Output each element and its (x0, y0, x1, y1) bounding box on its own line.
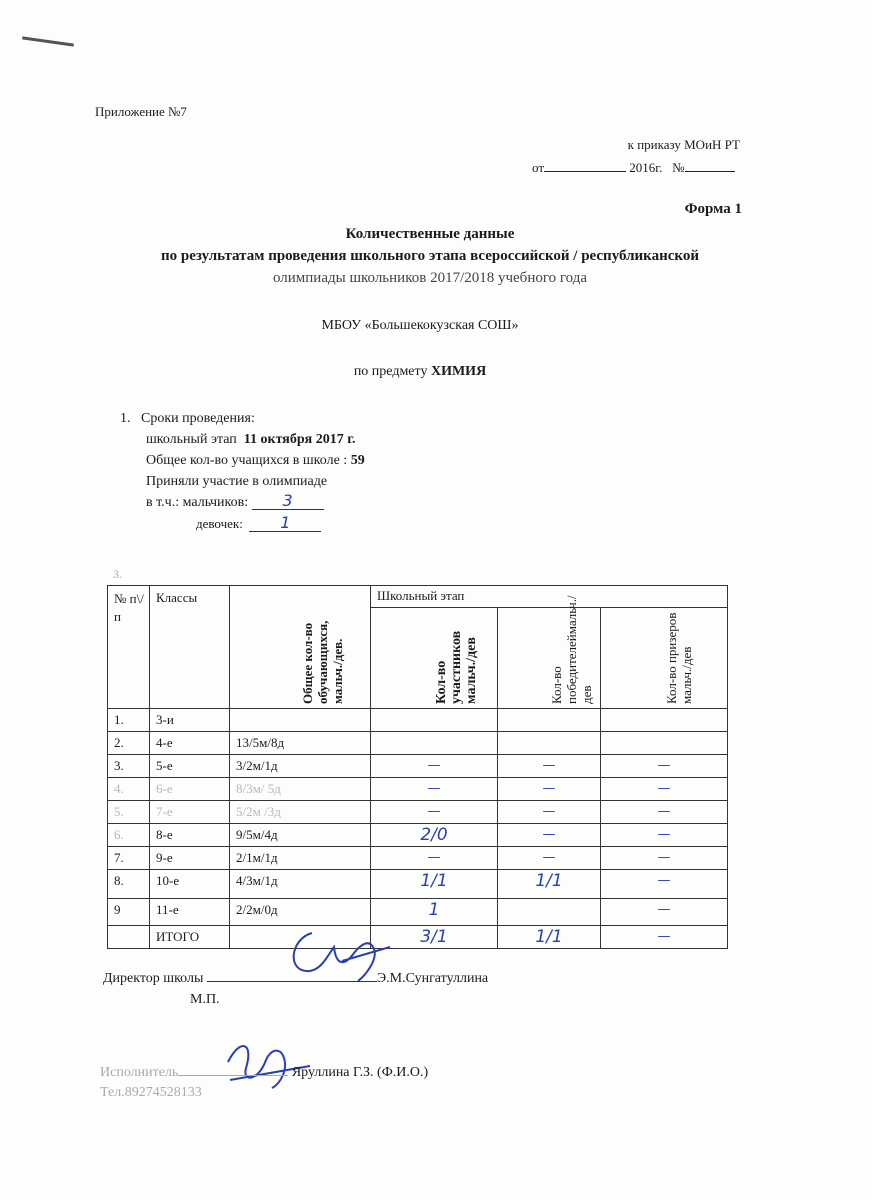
director-name: Э.М.Сунгатуллина (376, 971, 489, 986)
row-winners: — (498, 824, 601, 847)
girls-line (120, 513, 365, 534)
row-class: ИТОГО (150, 926, 230, 949)
row-participants: 2/0 (371, 824, 498, 847)
row-total: 3/2м/1д (230, 755, 371, 778)
row-num: 8. (108, 870, 150, 899)
row-total: 4/3м/1д (230, 870, 371, 899)
executor-line (100, 1063, 428, 1081)
row-prizewinners: — (601, 755, 728, 778)
appendix-label: Приложение №7 (95, 104, 187, 119)
girls-label: девочек: (196, 516, 243, 531)
row-total: 2/2м/0д (230, 899, 371, 926)
row-prizewinners: — (601, 870, 728, 899)
executor-signature-line (178, 1063, 288, 1076)
stamp-label: М.П. (190, 992, 220, 1007)
row-participants (371, 709, 498, 732)
header-participants-text: Кол-во участников мальч./дев (434, 630, 479, 704)
row-class: 7-е (150, 801, 230, 824)
row-num (108, 926, 150, 949)
total-line (120, 450, 365, 471)
table-row (108, 755, 728, 778)
row-total: 2/1м/1д (230, 847, 371, 870)
row-prizewinners: — (601, 824, 728, 847)
row-winners: — (498, 778, 601, 801)
row-num: 9 (108, 899, 150, 926)
row-prizewinners: — (601, 847, 728, 870)
row-winners (498, 899, 601, 926)
title-line-1: Количественные данные (345, 226, 515, 242)
stage-label: школьный этап (146, 432, 237, 447)
date-year: 2016г. (629, 160, 663, 175)
terms-label: Сроки проведения: (141, 411, 255, 426)
row-winners (498, 732, 601, 755)
row-winners (498, 709, 601, 732)
row-participants: 1/1 (371, 870, 498, 899)
header-stage: Школьный этап (371, 586, 728, 608)
terms-line (120, 408, 365, 429)
header-prizewinners-text: Кол-во призеров мальч./дев (664, 612, 694, 704)
row-participants: 3/1 (371, 926, 498, 949)
header-winners-text: Кол-во победителеймальч./дев (549, 595, 594, 704)
subject-name: ХИМИЯ (430, 364, 487, 379)
table-row (108, 709, 728, 732)
boys-label: в т.ч.: мальчиков: (146, 495, 249, 510)
row-class: 3-и (150, 709, 230, 732)
number-sign: № (672, 160, 685, 175)
title-line-3: олимпиады школьников 2017/2018 учебного года (272, 270, 588, 286)
item-number: 1. (120, 411, 131, 426)
row-class: 8-е (150, 824, 230, 847)
total-value: 59 (350, 453, 365, 468)
row-num: 4. (108, 778, 150, 801)
row-participants: — (371, 801, 498, 824)
girls-value: 1 (249, 515, 321, 532)
row-class: 11-е (150, 899, 230, 926)
table-row (108, 824, 728, 847)
executor-name: Яруллина Г.З. (Ф.И.О.) (291, 1065, 429, 1080)
table-row (108, 899, 728, 926)
row-winners: — (498, 755, 601, 778)
row-prizewinners (601, 709, 728, 732)
row-num: 3. (108, 755, 150, 778)
row-total: 13/5м/8д (230, 732, 371, 755)
table-row-total (108, 926, 728, 949)
header-total-text: Общее кол-во обучающихся, мальч./дев. (300, 620, 345, 704)
row-total: 9/5м/4д (230, 824, 371, 847)
executor-signature-icon (210, 1032, 320, 1092)
row-participants: — (371, 755, 498, 778)
subject-line (0, 364, 840, 380)
total-label: Общее кол-во учащихся в школе : (146, 453, 348, 468)
row-winners: 1/1 (498, 870, 601, 899)
row-participants: — (371, 778, 498, 801)
row-winners: — (498, 801, 601, 824)
director-line (103, 969, 488, 987)
header-participants (371, 607, 498, 708)
row-prizewinners: — (601, 926, 728, 949)
row-winners: 1/1 (498, 926, 601, 949)
row-total (230, 709, 371, 732)
table-row (108, 870, 728, 899)
date-prefix: от (532, 160, 545, 175)
header-num: № п\/ п (108, 586, 150, 709)
info-block (120, 408, 365, 534)
title-line-2: по результатам проведения школьного этапа всероссийской / республиканской (161, 248, 699, 264)
row-prizewinners: — (601, 801, 728, 824)
header-classes: Классы (150, 586, 230, 709)
header-prizewinners (601, 607, 728, 708)
row-prizewinners: — (601, 778, 728, 801)
row-winners: — (498, 847, 601, 870)
row-total: 5/2м /3д (230, 801, 371, 824)
row-participants: 1 (371, 899, 498, 926)
table-row (108, 732, 728, 755)
row-num: 5. (108, 801, 150, 824)
date-line (532, 160, 735, 176)
row-class: 4-е (150, 732, 230, 755)
participated-label: Приняли участие в олимпиаде (146, 474, 328, 489)
phone-number: Тел.89274528133 (100, 1085, 202, 1100)
row-class: 9-е (150, 847, 230, 870)
scan-mark (22, 36, 74, 46)
results-table (107, 585, 728, 949)
header-winners (498, 595, 601, 708)
stage-line (120, 429, 365, 450)
number-blank (685, 160, 735, 172)
row-class: 10-е (150, 870, 230, 899)
boys-value: 3 (252, 493, 324, 510)
director-label: Директор школы (103, 971, 204, 986)
stage-date: 11 октября 2017 г. (243, 432, 356, 447)
row-participants: — (371, 847, 498, 870)
table-row (108, 778, 728, 801)
boys-line (120, 492, 365, 513)
school-name: МБОУ «Большекокузская СОШ» (321, 318, 519, 333)
table-row (108, 847, 728, 870)
row-num: 7. (108, 847, 150, 870)
form-label: Форма 1 (684, 201, 742, 217)
row-class: 5-е (150, 755, 230, 778)
row-prizewinners (601, 732, 728, 755)
row-total: 8/3м/ 5д (230, 778, 371, 801)
row-num: 1. (108, 709, 150, 732)
row-class: 6-е (150, 778, 230, 801)
date-blank (544, 160, 626, 172)
director-signature-line (207, 969, 377, 982)
header-total (230, 586, 371, 709)
row-num: 2. (108, 732, 150, 755)
table-row (108, 801, 728, 824)
order-label: к приказу МОиН РТ (627, 137, 740, 152)
executor-label: Исполнитель (100, 1065, 179, 1080)
row-prizewinners: — (601, 899, 728, 926)
faint-section-number: 3. (113, 567, 122, 581)
subject-prefix: по предмету (353, 364, 428, 379)
row-participants (371, 732, 498, 755)
row-num: 6. (108, 824, 150, 847)
